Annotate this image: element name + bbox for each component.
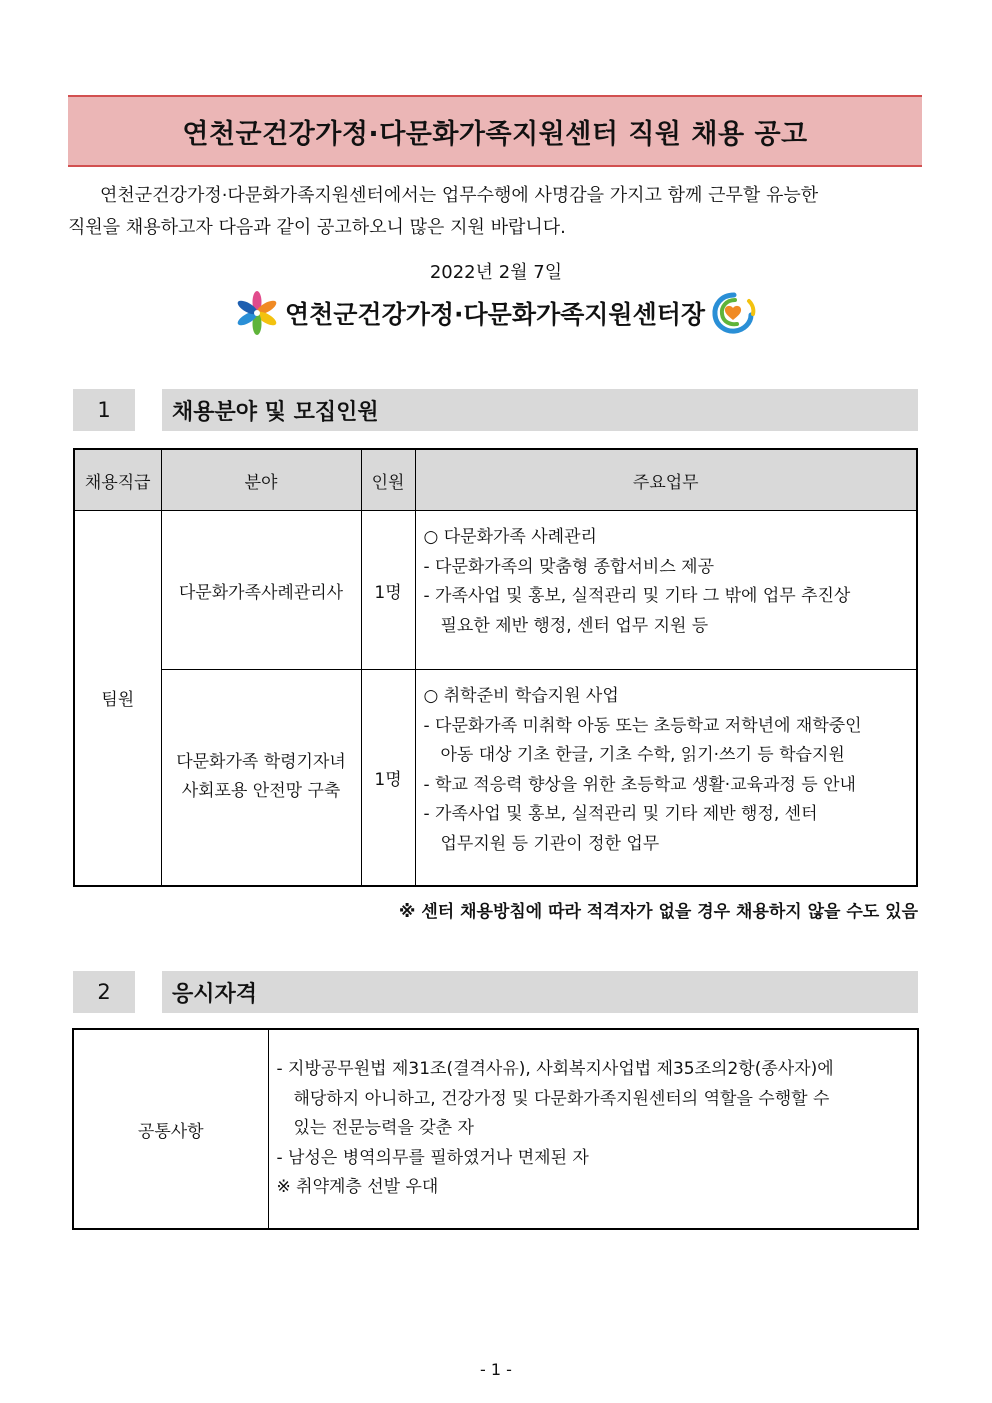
table-row (73, 1029, 918, 1229)
heart-swirl-seal-icon (711, 291, 757, 335)
section-number: 2 (73, 971, 135, 1013)
qualification-body (268, 1029, 918, 1229)
notice-title: 연천군건강가정·다문화가족지원센터 직원 채용 공고 (68, 95, 922, 167)
column-header: 주요업무 (415, 449, 917, 511)
pinwheel-logo-icon (235, 291, 279, 335)
duty-line: - 학교 적응력 향상을 위한 초등학교 생활·교육과정 등 안내 (423, 774, 856, 795)
duty-line: ○ 다문화가족 사례관리 (423, 527, 597, 547)
qualification-label: 공통사항 (73, 1029, 268, 1229)
qualification-line: ※ 취약계층 선발 우대 (276, 1177, 439, 1198)
field-cell: 다문화가족사례관리사 (161, 511, 361, 670)
table-header-row (74, 449, 917, 511)
page-number: - 1 - (480, 1360, 512, 1379)
count-cell: 1명 (361, 511, 415, 670)
recruitment-note: ※ 센터 채용방침에 따라 적격자가 없을 경우 채용하지 않을 수도 있음 (398, 902, 918, 922)
qualification-line: 있는 전문능력을 갖춘 자 (293, 1118, 474, 1139)
intro-line: 연천군건강가정·다문화가족지원센터에서는 업무수행에 사명감을 가지고 함께 근무할 유능한 (100, 185, 819, 206)
duty-line: - 다문화가족의 맞춤형 종합서비스 제공 (423, 556, 715, 577)
intro-line: 직원을 채용하고자 다음과 같이 공고하오니 많은 지원 바랍니다. (68, 217, 566, 238)
intro-paragraph (68, 180, 922, 244)
section-title: 채용분야 및 모집인원 (162, 389, 918, 431)
section-number: 1 (73, 389, 135, 431)
duty-line: 필요한 제반 행정, 센터 업무 지원 등 (440, 615, 709, 636)
notice-date: 2022년 2월 7일 (429, 262, 563, 283)
organization-name: 연천군건강가정·다문화가족지원센터장 (284, 300, 706, 329)
field-line: 사회포용 안전망 구축 (181, 781, 341, 802)
qualification-table (72, 1028, 919, 1230)
duty-line: - 다문화가족 미취학 아동 또는 초등학교 저학년에 재학중인 (423, 715, 862, 736)
duty-line: 아동 대상 기초 한글, 기초 수학, 읽기·쓰기 등 학습지원 (440, 745, 845, 765)
column-header: 채용직급 (74, 449, 161, 511)
recruitment-table (73, 448, 918, 887)
duty-line: - 가족사업 및 홍보, 실적관리 및 기타 그 밖에 업무 추진상 (423, 586, 851, 606)
duty-line: - 가족사업 및 홍보, 실적관리 및 기타 제반 행정, 센터 (423, 804, 818, 824)
column-header: 분야 (161, 449, 361, 511)
duty-line: ○ 취학준비 학습지원 사업 (423, 686, 619, 706)
field-line: 다문화가족 학령기자녀 (176, 752, 346, 773)
qualification-line: - 지방공무원법 제31조(결격사유), 사회복지사업법 제35조의2항(종사자)에 (276, 1059, 834, 1080)
duty-line: 업무지원 등 기관이 정한 업무 (440, 833, 660, 854)
table-row (74, 511, 917, 670)
qualification-line: 해당하지 아니하고, 건강가정 및 다문화가족지원센터의 역할을 수행할 수 (293, 1088, 830, 1109)
qualification-line: - 남성은 병역의무를 필하였거나 면제된 자 (276, 1147, 589, 1168)
field-cell (161, 670, 361, 886)
duties-cell (415, 511, 917, 670)
duties-cell (415, 670, 917, 886)
grade-cell: 팀원 (74, 511, 161, 886)
count-cell: 1명 (361, 670, 415, 886)
column-header: 인원 (361, 449, 415, 511)
organization-signature (0, 290, 992, 336)
table-row (74, 670, 917, 886)
section-title: 응시자격 (162, 971, 918, 1013)
